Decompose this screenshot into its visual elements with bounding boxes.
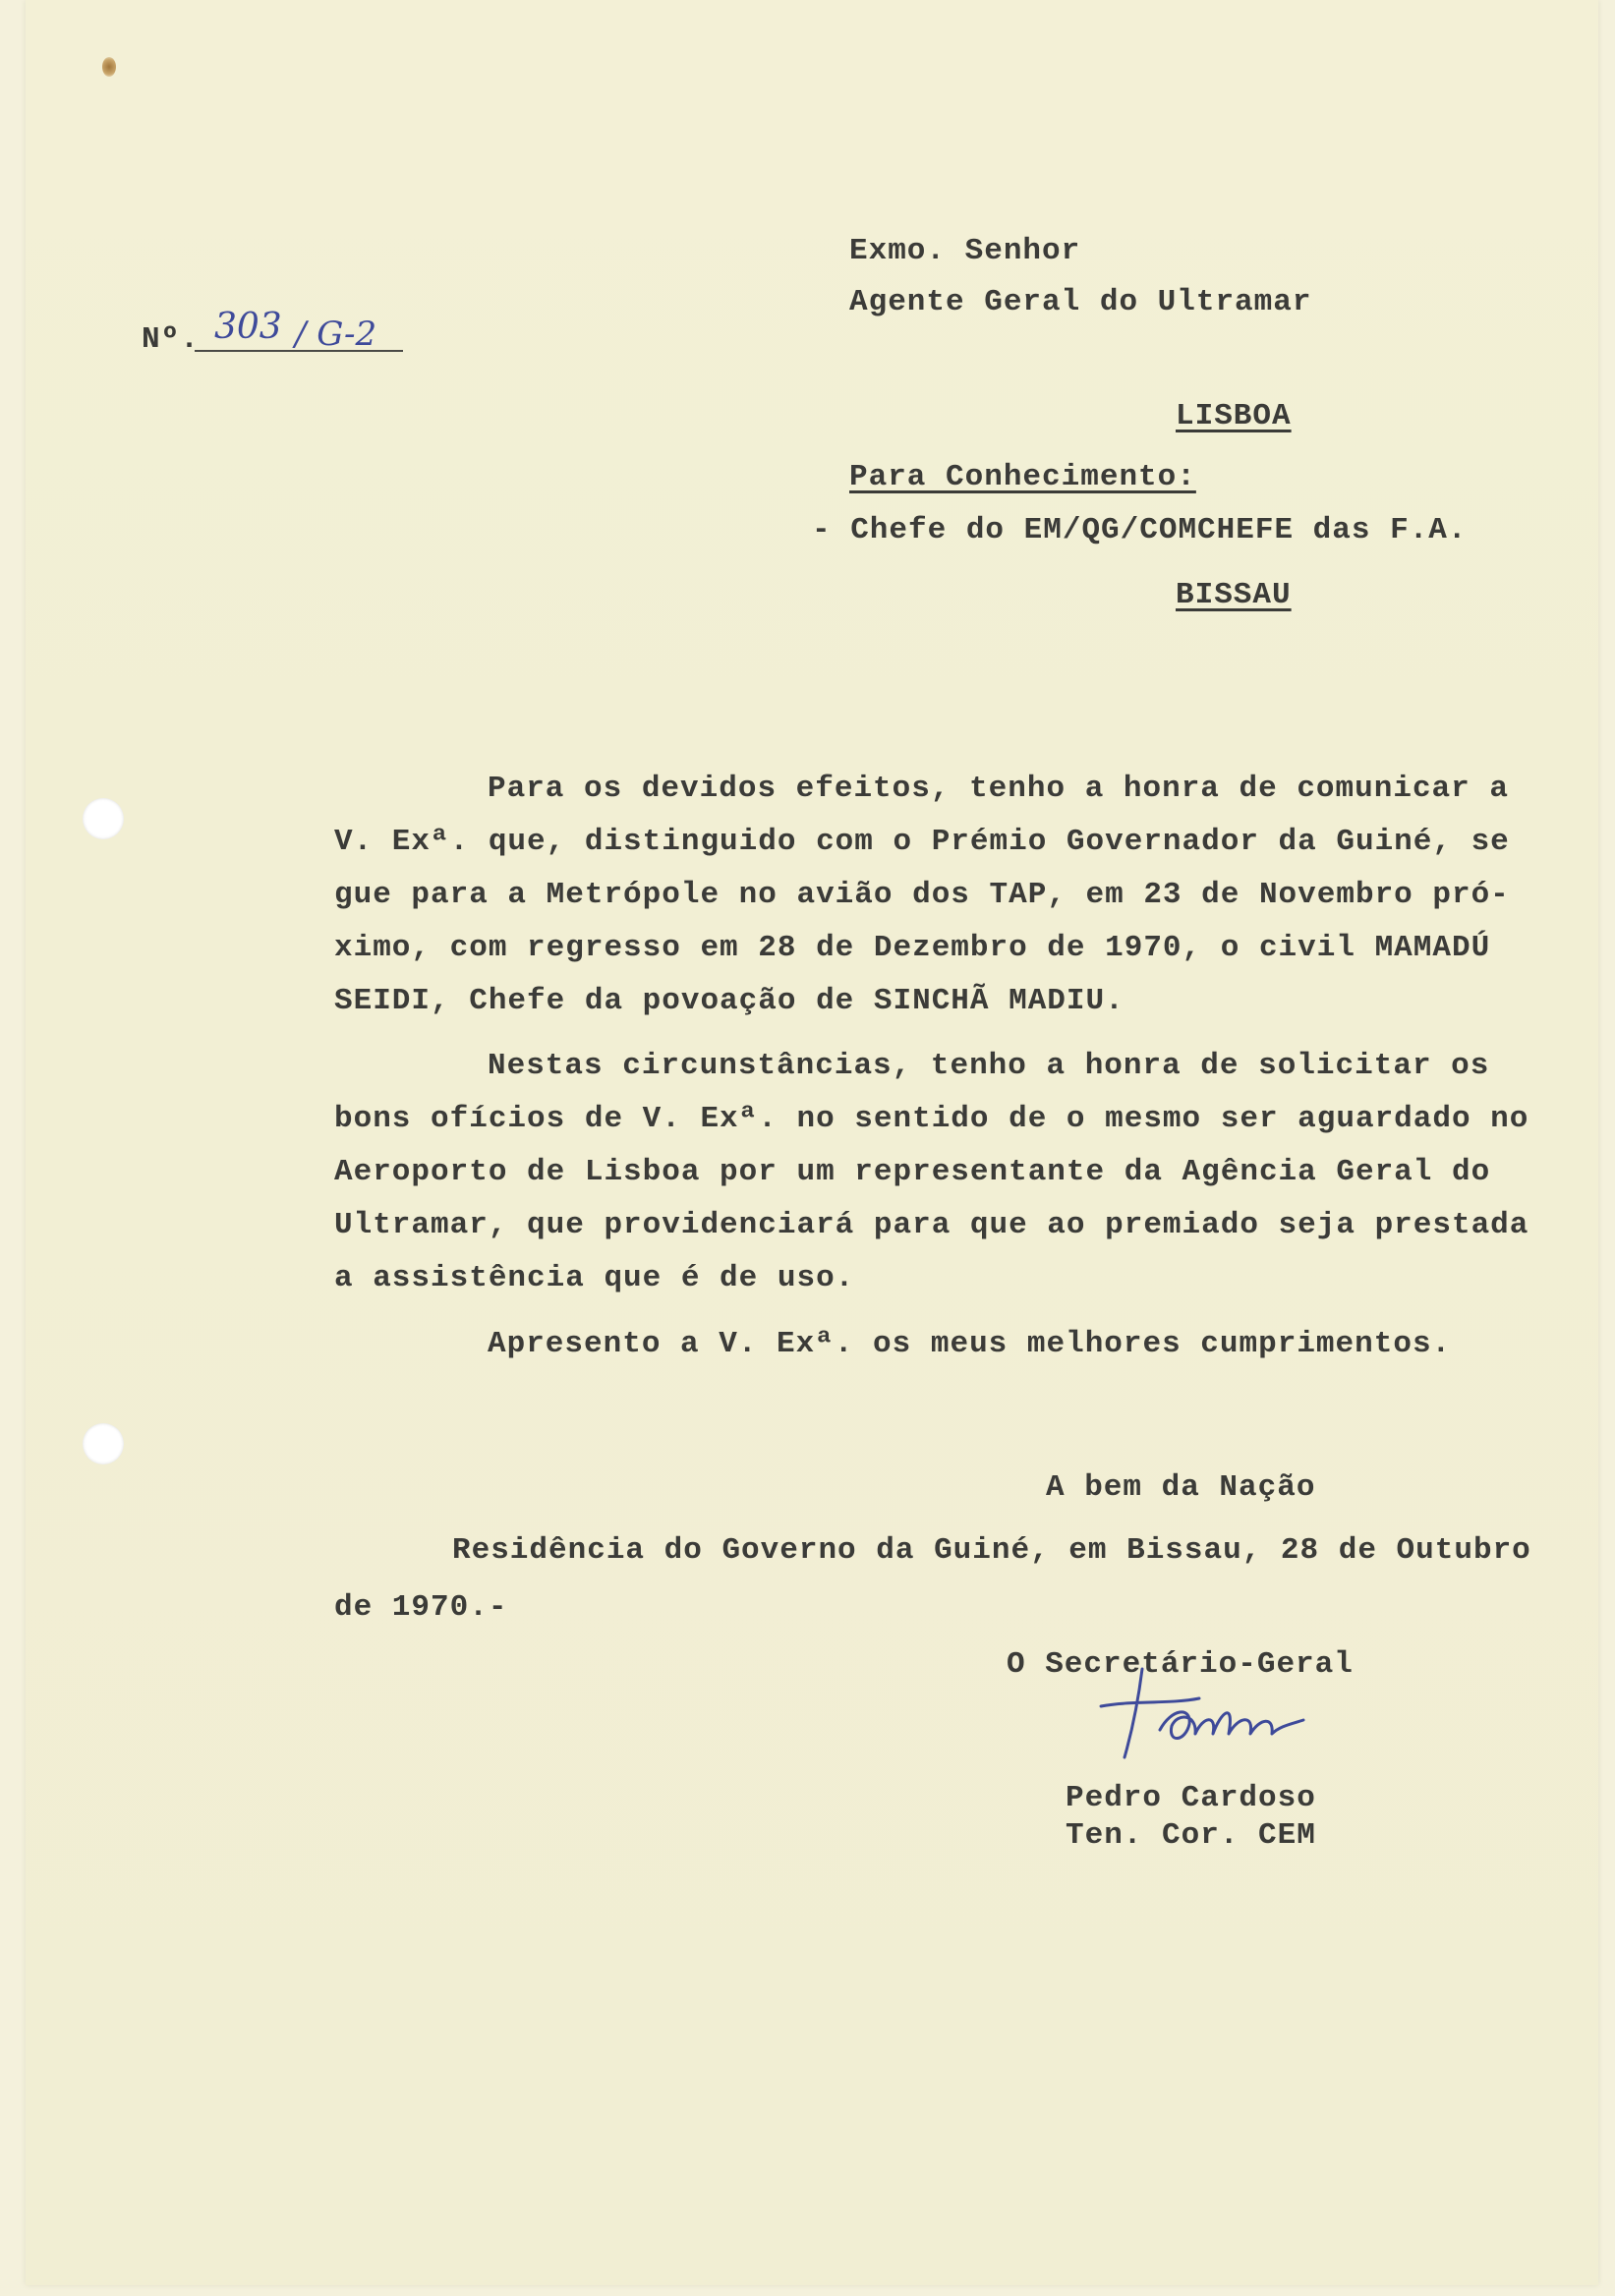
cc-label: Para Conhecimento: bbox=[849, 460, 1196, 494]
paragraph-2-line-1: Nestas circunstâncias, tenho a honra de solicitar os bbox=[488, 1049, 1490, 1083]
punch-hole-top bbox=[83, 798, 124, 839]
place-date-line-2: de 1970.- bbox=[334, 1590, 508, 1625]
recipient-city: LISBOA bbox=[1176, 399, 1292, 433]
recipient-title: Agente Geral do Ultramar bbox=[849, 285, 1312, 319]
rust-stain bbox=[102, 57, 116, 77]
cc-city: BISSAU bbox=[1176, 578, 1292, 612]
reference-number-handwritten: 303 bbox=[214, 307, 282, 347]
paragraph-2-line-5: a assistência que é de uso. bbox=[334, 1261, 855, 1295]
paragraph-1-line-4: ximo, com regresso em 28 de Dezembro de 1970, o civil MAMADÚ bbox=[334, 931, 1491, 965]
signer-rank: Ten. Cor. CEM bbox=[1066, 1818, 1316, 1853]
handwritten-signature bbox=[1081, 1661, 1337, 1769]
reference-series-handwritten: / G-2 bbox=[295, 315, 377, 354]
closing-salutation: A bem da Nação bbox=[1046, 1470, 1316, 1505]
paragraph-2-line-4: Ultramar, que providenciará para que ao premiado seja prestada bbox=[334, 1208, 1529, 1242]
place-date-line-1: Residência do Governo da Guiné, em Bissau, 28 de Outubro bbox=[452, 1533, 1531, 1568]
reference-number-prefix: Nº. bbox=[142, 322, 200, 357]
paragraph-2-line-2: bons ofícios de V. Exª. no sentido de o mesmo ser aguardado no bbox=[334, 1102, 1529, 1136]
cc-recipient: - Chefe do EM/QG/COMCHEFE das F.A. bbox=[812, 513, 1468, 547]
paragraph-1-line-5: SEIDI, Chefe da povoação de SINCHÃ MADIU. bbox=[334, 984, 1125, 1018]
paragraph-1-line-3: gue para a Metrópole no avião dos TAP, em 23 de Novembro pró- bbox=[334, 878, 1510, 912]
signer-name: Pedro Cardoso bbox=[1066, 1781, 1316, 1815]
punch-hole-bottom bbox=[83, 1423, 124, 1464]
body-paragraph-3: Apresento a V. Exª. os meus melhores cumprimentos. bbox=[488, 1327, 1452, 1361]
paragraph-1-line-2: V. Exª. que, distinguido com o Prémio Governador da Guiné, se bbox=[334, 825, 1510, 859]
paragraph-2-line-3: Aeroporto de Lisboa por um representante da Agência Geral do bbox=[334, 1155, 1491, 1189]
signer-title: O Secretário-Geral bbox=[1007, 1647, 1354, 1682]
recipient-salutation: Exmo. Senhor bbox=[849, 234, 1081, 268]
paragraph-1-line-1: Para os devidos efeitos, tenho a honra de comunicar a bbox=[488, 772, 1509, 806]
body-paragraph-1 bbox=[334, 763, 1533, 1028]
reference-number-underline bbox=[195, 350, 403, 352]
body-paragraph-2 bbox=[334, 1040, 1533, 1305]
